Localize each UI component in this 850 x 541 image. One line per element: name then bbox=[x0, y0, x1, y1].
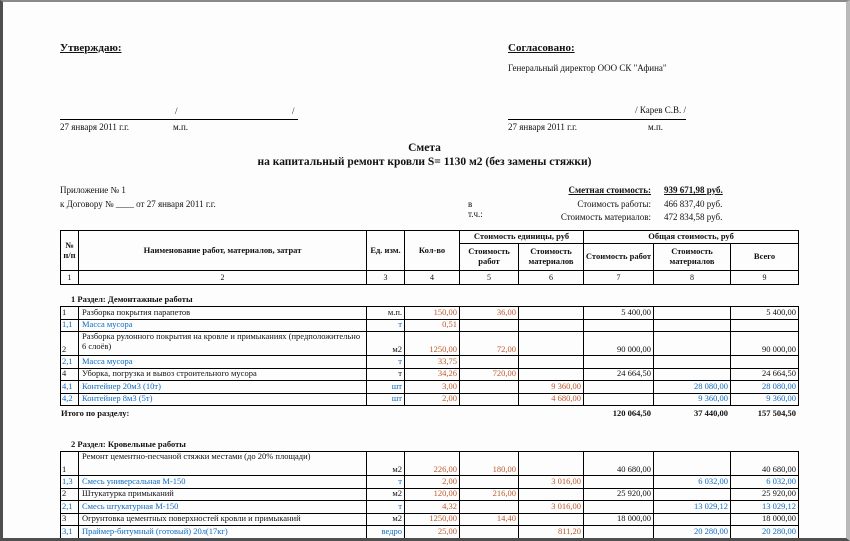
cell-num: 3 bbox=[61, 513, 79, 526]
cell-total_mat: 28 080,00 bbox=[654, 381, 731, 394]
approve-label: Утверждаю: bbox=[60, 42, 122, 54]
cell-num: 4,2 bbox=[61, 393, 79, 406]
cell-name: Уборка, погрузка и вывоз строительного мусора bbox=[79, 368, 367, 381]
header-total-materials: Стоимость материалов bbox=[654, 244, 731, 271]
cell-total: 18 000,00 bbox=[731, 513, 799, 526]
cell-unit: м.п. bbox=[367, 307, 405, 320]
cell-unit: ведро bbox=[367, 526, 405, 539]
col-number: 8 bbox=[654, 271, 731, 285]
cell-unit: шт bbox=[367, 393, 405, 406]
cell-total_work bbox=[584, 526, 654, 539]
cell-unit: т bbox=[367, 319, 405, 332]
table-row bbox=[61, 381, 799, 394]
estimate-table-area bbox=[60, 230, 798, 539]
table-row bbox=[61, 307, 799, 320]
cell-qty: 3,00 bbox=[405, 381, 460, 394]
cell-name: Смесь штукатурная М-150 bbox=[79, 501, 367, 514]
materials-cost-label: Стоимость материалов: bbox=[560, 212, 651, 222]
cell-total_mat bbox=[654, 319, 731, 332]
cell-total_work: 5 400,00 bbox=[584, 307, 654, 320]
cell-name: Разборка рулонного покрытия на кровле и примыканиях (предположительно 6 слоёв) bbox=[79, 332, 367, 356]
table-row bbox=[61, 513, 799, 526]
cell-unit_work bbox=[460, 356, 519, 369]
cell-unit_work: 180,00 bbox=[460, 452, 519, 476]
cell-unit_work bbox=[460, 526, 519, 539]
cell-qty: 2,00 bbox=[405, 476, 460, 489]
cell-total: 25 920,00 bbox=[731, 488, 799, 501]
document-subtitle: на капитальный ремонт кровли S= 1130 м2 (без замены стяжки) bbox=[257, 156, 592, 168]
header-unit-work: Стоимость работ bbox=[460, 244, 519, 271]
materials-cost-value: 472 834,58 руб. bbox=[664, 212, 723, 222]
cell-total_mat bbox=[654, 356, 731, 369]
cell-total_mat bbox=[654, 513, 731, 526]
table-row bbox=[61, 356, 799, 369]
cell-unit_work bbox=[460, 381, 519, 394]
approve-date: 27 января 2011 г.г. bbox=[60, 122, 129, 132]
cell-num: 2 bbox=[61, 332, 79, 356]
subtotal-total: 157 504,50 bbox=[757, 407, 796, 418]
cell-total_work: 40 680,00 bbox=[584, 452, 654, 476]
cell-unit_mat: 811,20 bbox=[519, 526, 584, 539]
cell-unit: т bbox=[367, 356, 405, 369]
estimate-total-row bbox=[403, 185, 743, 199]
table-row bbox=[61, 488, 799, 501]
col-number: 3 bbox=[367, 271, 405, 285]
col-number: 2 bbox=[79, 271, 367, 285]
cell-qty: 226,00 bbox=[405, 452, 460, 476]
subtotal-work: 120 064,50 bbox=[612, 407, 651, 418]
cell-unit_mat: 4 680,00 bbox=[519, 393, 584, 406]
header-total-work: Стоимость работ bbox=[584, 244, 654, 271]
cell-unit_mat: 3 016,00 bbox=[519, 476, 584, 489]
cell-total: 9 360,00 bbox=[731, 393, 799, 406]
cell-total_work bbox=[584, 356, 654, 369]
table-row bbox=[61, 501, 799, 514]
col-number: 9 bbox=[731, 271, 799, 285]
cell-qty: 120,00 bbox=[405, 488, 460, 501]
cell-unit_mat: 3 016,00 bbox=[519, 501, 584, 514]
cell-total_mat bbox=[654, 332, 731, 356]
col-number: 7 bbox=[584, 271, 654, 285]
signature-slash: / bbox=[175, 106, 178, 116]
cell-name: Ремонт цементно-песчаной стяжки местами (до 20% площади) bbox=[79, 452, 367, 476]
document-title: Смета bbox=[408, 142, 441, 154]
table-row bbox=[61, 526, 799, 539]
cell-num: 1 bbox=[61, 452, 79, 476]
agree-label: Согласовано: bbox=[508, 42, 575, 54]
agree-date: 27 января 2011 г.г. bbox=[508, 122, 577, 132]
cell-name: Праймер-битумный (готовый) 20л(17кг) bbox=[79, 526, 367, 539]
cell-unit: м2 bbox=[367, 452, 405, 476]
header-total: Всего bbox=[731, 244, 799, 271]
cell-total_work: 18 000,00 bbox=[584, 513, 654, 526]
estimate-total-value: 939 671,98 руб. bbox=[664, 185, 723, 195]
header-total-price-group: Общая стоимость, руб bbox=[584, 231, 799, 244]
cell-unit: т bbox=[367, 368, 405, 381]
table-row bbox=[61, 452, 799, 476]
header-unit: Ед. изм. bbox=[367, 231, 405, 271]
cell-unit_work bbox=[460, 501, 519, 514]
cell-total_work bbox=[584, 476, 654, 489]
work-cost-label: Стоимость работы: bbox=[577, 198, 651, 209]
cell-total_work bbox=[584, 501, 654, 514]
cell-num: 1 bbox=[61, 307, 79, 320]
cell-num: 1,1 bbox=[61, 319, 79, 332]
cell-unit_mat bbox=[519, 319, 584, 332]
cell-total_work: 24 664,50 bbox=[584, 368, 654, 381]
including-label: в т.ч.: bbox=[468, 198, 483, 219]
cell-qty: 33,75 bbox=[405, 356, 460, 369]
cell-total: 20 280,00 bbox=[731, 526, 799, 539]
cell-num: 2,1 bbox=[61, 356, 79, 369]
section-1-title: 1 Раздел: Демонтажные работы bbox=[71, 294, 193, 304]
header-unit-price-group: Стоимость единицы, руб bbox=[460, 231, 584, 244]
col-number: 5 bbox=[460, 271, 519, 285]
cell-name: Масса мусора bbox=[79, 356, 367, 369]
agree-director: Генеральный директор ООО СК "Афина" bbox=[508, 63, 667, 73]
section-2-table bbox=[60, 451, 799, 539]
cell-unit: шт bbox=[367, 381, 405, 394]
cell-total_work bbox=[584, 393, 654, 406]
subtotal-materials: 37 440,00 bbox=[694, 407, 728, 418]
cell-unit_work bbox=[460, 319, 519, 332]
cell-num: 2,1 bbox=[61, 501, 79, 514]
cell-total_work bbox=[584, 319, 654, 332]
col-number: 6 bbox=[519, 271, 584, 285]
cell-qty: 25,00 bbox=[405, 526, 460, 539]
cell-total_mat: 6 032,00 bbox=[654, 476, 731, 489]
approve-stamp-mark: м.п. bbox=[173, 122, 189, 132]
cell-total: 90 000,00 bbox=[731, 332, 799, 356]
cell-total: 13 029,12 bbox=[731, 501, 799, 514]
cell-total bbox=[731, 319, 799, 332]
cell-total_work: 25 920,00 bbox=[584, 488, 654, 501]
cell-total_work bbox=[584, 381, 654, 394]
cell-num: 1,3 bbox=[61, 476, 79, 489]
cell-total_mat bbox=[654, 307, 731, 320]
cell-unit: м2 bbox=[367, 332, 405, 356]
table-row bbox=[61, 319, 799, 332]
column-number-row bbox=[61, 271, 799, 285]
cell-name: Контейнер 20м3 (10т) bbox=[79, 381, 367, 394]
header-unit-materials: Стоимость материалов bbox=[519, 244, 584, 271]
cell-qty: 34,26 bbox=[405, 368, 460, 381]
cell-unit: т bbox=[367, 501, 405, 514]
section-2-title: 2 Раздел: Кровельные работы bbox=[71, 439, 186, 449]
cell-name: Разборка покрытия парапетов bbox=[79, 307, 367, 320]
subtotal-label: Итого по разделу: bbox=[61, 407, 130, 418]
header-qty: Кол-во bbox=[405, 231, 460, 271]
cell-unit_mat: 9 360,00 bbox=[519, 381, 584, 394]
table-row bbox=[61, 368, 799, 381]
work-cost-value: 466 837,40 руб. bbox=[664, 198, 723, 209]
cell-total_work: 90 000,00 bbox=[584, 332, 654, 356]
cell-name: Огрунтовка цементных поверхностей кровли и примыканий bbox=[79, 513, 367, 526]
cell-qty: 150,00 bbox=[405, 307, 460, 320]
cell-unit: м2 bbox=[367, 488, 405, 501]
cell-total_mat bbox=[654, 452, 731, 476]
cell-unit_work: 720,00 bbox=[460, 368, 519, 381]
cell-unit_work bbox=[460, 393, 519, 406]
agree-signature-line bbox=[508, 119, 686, 120]
section-1-table bbox=[60, 306, 799, 406]
cell-unit_mat bbox=[519, 452, 584, 476]
cell-total: 5 400,00 bbox=[731, 307, 799, 320]
cell-unit: м2 bbox=[367, 513, 405, 526]
contract-note: к Договору № ____ от 27 января 2011 г.г. bbox=[60, 199, 216, 209]
agree-signature: / Карев С.В. / bbox=[635, 105, 686, 115]
cell-unit_mat bbox=[519, 356, 584, 369]
cell-unit_mat bbox=[519, 307, 584, 320]
cell-qty: 4,32 bbox=[405, 501, 460, 514]
cell-unit_work bbox=[460, 476, 519, 489]
estimate-total-label: Сметная стоимость: bbox=[568, 185, 651, 195]
cell-unit_work: 72,00 bbox=[460, 332, 519, 356]
cell-total: 6 032,00 bbox=[731, 476, 799, 489]
cell-qty: 2,00 bbox=[405, 393, 460, 406]
cost-summary bbox=[403, 185, 743, 226]
table-row bbox=[61, 393, 799, 406]
cell-total_mat bbox=[654, 488, 731, 501]
cell-total_mat: 13 029,12 bbox=[654, 501, 731, 514]
cell-unit_mat bbox=[519, 488, 584, 501]
cell-num: 3,1 bbox=[61, 526, 79, 539]
cell-num: 4,1 bbox=[61, 381, 79, 394]
cell-num: 4 bbox=[61, 368, 79, 381]
header-no: № п/п bbox=[61, 231, 79, 271]
agree-stamp-mark: м.п. bbox=[648, 122, 664, 132]
cell-unit_mat bbox=[519, 332, 584, 356]
col-number: 1 bbox=[61, 271, 79, 285]
col-number: 4 bbox=[405, 271, 460, 285]
cell-total: 40 680,00 bbox=[731, 452, 799, 476]
cell-name: Масса мусора bbox=[79, 319, 367, 332]
header-name: Наименование работ, материалов, затрат bbox=[79, 231, 367, 271]
cell-total_mat bbox=[654, 368, 731, 381]
table-row bbox=[61, 476, 799, 489]
cell-total_mat: 20 280,00 bbox=[654, 526, 731, 539]
estimate-table-header bbox=[60, 230, 799, 285]
cell-total bbox=[731, 356, 799, 369]
cell-name: Контейнер 8м3 (5т) bbox=[79, 393, 367, 406]
cell-num: 2 bbox=[61, 488, 79, 501]
cell-qty: 1250,00 bbox=[405, 513, 460, 526]
cell-unit_work: 14,40 bbox=[460, 513, 519, 526]
cell-unit_mat bbox=[519, 368, 584, 381]
cell-unit_work: 36,00 bbox=[460, 307, 519, 320]
cell-qty: 1250,00 bbox=[405, 332, 460, 356]
signature-slash: / bbox=[292, 106, 295, 116]
appendix-note: Приложение № 1 bbox=[60, 185, 126, 195]
cell-name: Штукатурка примыканий bbox=[79, 488, 367, 501]
cell-qty: 0,51 bbox=[405, 319, 460, 332]
cell-name: Смесь универсальная М-150 bbox=[79, 476, 367, 489]
approve-signature-line bbox=[60, 119, 298, 120]
cell-unit_work: 216,00 bbox=[460, 488, 519, 501]
cell-unit: т bbox=[367, 476, 405, 489]
cell-unit_mat bbox=[519, 513, 584, 526]
section-1-subtotal bbox=[60, 406, 798, 419]
cell-total: 28 080,00 bbox=[731, 381, 799, 394]
cell-total_mat: 9 360,00 bbox=[654, 393, 731, 406]
table-row bbox=[61, 332, 799, 356]
cell-total: 24 664,50 bbox=[731, 368, 799, 381]
